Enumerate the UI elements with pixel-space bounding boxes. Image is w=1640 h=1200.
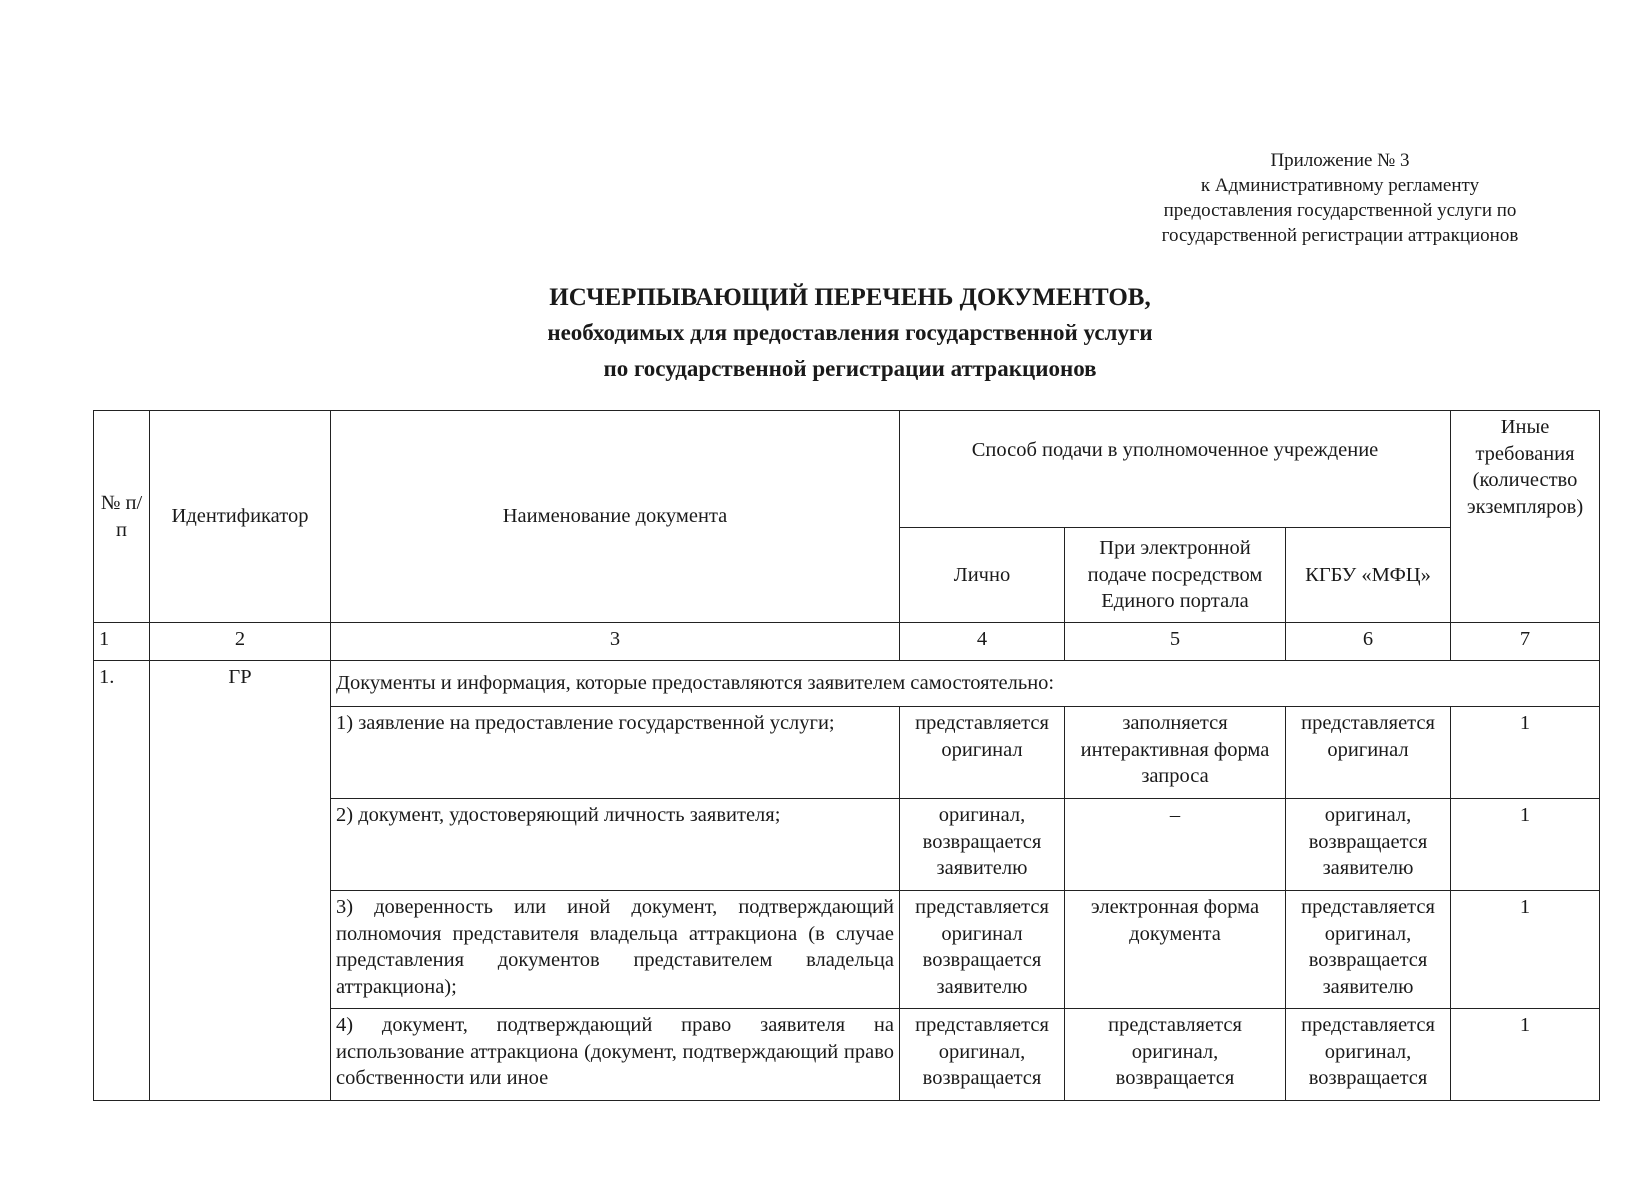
personal-cell: представляется оригинал <box>900 707 1065 799</box>
electronic-cell: представляется оригинал, возвращается <box>1065 1009 1286 1101</box>
appendix-line-3: предоставления государственной услуги по <box>1163 200 1517 221</box>
header-electronic: При электронной подаче посредством Единого портала <box>1065 528 1286 623</box>
copies-cell: 1 <box>1451 1009 1600 1101</box>
copies-cell: 1 <box>1451 707 1600 799</box>
header-doc-name: Наименование документа <box>331 411 900 623</box>
electronic-cell: электронная форма документа <box>1065 891 1286 1009</box>
col-number-2: 2 <box>150 623 331 661</box>
document-title <box>0 281 1640 387</box>
column-numbers-row <box>94 623 1600 661</box>
electronic-cell: – <box>1065 799 1286 891</box>
title-line-3: по государственной регистрации аттракционов <box>603 356 1097 381</box>
mfc-cell: представляется оригинал <box>1286 707 1451 799</box>
title-line-2: необходимых для предоставления государственной услуги <box>547 320 1153 345</box>
header-personal: Лично <box>900 528 1065 623</box>
mfc-cell: представляется оригинал, возвращается <box>1286 1009 1451 1101</box>
header-identifier: Идентификатор <box>150 411 331 623</box>
documents-table <box>93 410 1600 1101</box>
header-other-requirements: Иные требования (количество экземпляров) <box>1451 411 1600 623</box>
section-row <box>94 661 1600 707</box>
mfc-cell: представляется оригинал, возвращается заявителю <box>1286 891 1451 1009</box>
personal-cell: представляется оригинал возвращается заявителю <box>900 891 1065 1009</box>
col-number-6: 6 <box>1286 623 1451 661</box>
header-num: № п/п <box>94 411 150 623</box>
doc-name-cell: 2) документ, удостоверяющий личность заявителя; <box>331 799 900 891</box>
header-mfc: КГБУ «МФЦ» <box>1286 528 1451 623</box>
section-identifier: ГР <box>150 661 331 1101</box>
appendix-header <box>1130 148 1550 248</box>
col-number-4: 4 <box>900 623 1065 661</box>
col-number-1: 1 <box>94 623 150 661</box>
col-number-5: 5 <box>1065 623 1286 661</box>
personal-cell: оригинал, возвращается заявителю <box>900 799 1065 891</box>
doc-name-cell: 3) доверенность или иной документ, подтверждающий полномочия представителя владельца аттракциона (в случае представления документов представителем владельца аттракциона); <box>331 891 900 1009</box>
appendix-line-4: государственной регистрации аттракционов <box>1161 225 1519 246</box>
appendix-line-2: к Административному регламенту <box>1200 175 1480 196</box>
appendix-line-1: Приложение № 3 <box>1270 150 1410 171</box>
header-row-1 <box>94 411 1600 528</box>
col-number-3: 3 <box>331 623 900 661</box>
copies-cell: 1 <box>1451 891 1600 1009</box>
section-caption: Документы и информация, которые предоставляются заявителем самостоятельно: <box>331 661 1600 707</box>
col-number-7: 7 <box>1451 623 1600 661</box>
page-bottom-margin <box>0 1101 1640 1200</box>
header-method-group: Способ подачи в уполномоченное учреждение <box>900 411 1451 528</box>
doc-name-cell: 1) заявление на предоставление государственной услуги; <box>331 707 900 799</box>
title-line-1: ИСЧЕРПЫВАЮЩИЙ ПЕРЕЧЕНЬ ДОКУМЕНТОВ, <box>549 284 1151 311</box>
doc-name-cell: 4) документ, подтверждающий право заявителя на использование аттракциона (документ, подтверждающий право собственности или иное <box>331 1009 900 1101</box>
mfc-cell: оригинал, возвращается заявителю <box>1286 799 1451 891</box>
section-number: 1. <box>94 661 150 1101</box>
copies-cell: 1 <box>1451 799 1600 891</box>
personal-cell: представляется оригинал, возвращается <box>900 1009 1065 1101</box>
electronic-cell: заполняется интерактивная форма запроса <box>1065 707 1286 799</box>
